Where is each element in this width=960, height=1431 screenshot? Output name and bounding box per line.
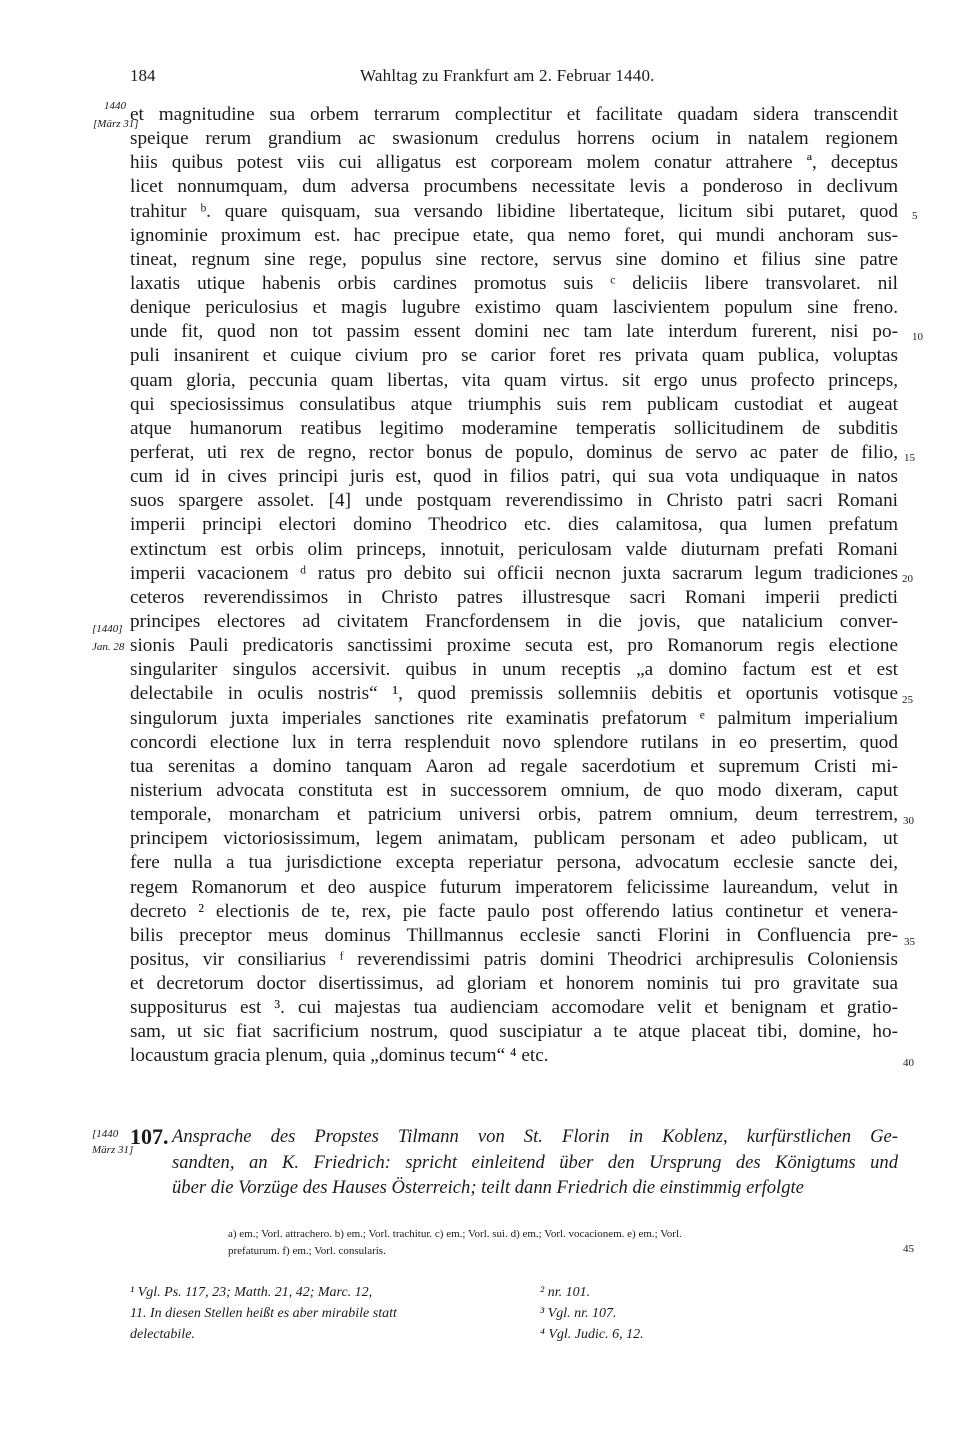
margin-year-2: [1440] [92, 623, 123, 635]
text-line: imperii principi electori domino Theodrico etc. dies calamitosa, qua lumen prefatum [130, 514, 898, 536]
section-margin-year: [1440 [92, 1128, 119, 1140]
line-number: 10 [912, 331, 923, 343]
text-line: extinctum est orbis olim princeps, innotuit, periculosam valde diuturnam prefati Romani [130, 538, 898, 560]
margin-date-2: Jan. 28 [92, 641, 125, 653]
line-number: 35 [904, 936, 915, 948]
text-line: puli insanirent et cuique civium pro se carior foret res privata quam publica, voluptas [130, 345, 898, 367]
page-number: 184 [130, 66, 156, 85]
text-line: et decretorum doctor disertissimus, ad gloriam et honorem nominis tui pro gravitate sua [130, 973, 898, 995]
footnote-line: ⁴ Vgl. Judic. 6, 12. [540, 1327, 644, 1342]
text-line: singulariter singulos accersivit. quibus in unum receptis „a domino factum est et est [130, 659, 898, 681]
section-margin-date: März 31] [92, 1144, 134, 1156]
footnotes-left [130, 1282, 502, 1345]
text-line: imperii vacacionem ᵈ ratus pro debito sui officii necnon juxta sacrarum legum tradiciones [130, 562, 898, 584]
text-line: regem Romanorum et deo auspice futurum imperatorem felicissime laureandum, velut in [130, 876, 898, 898]
text-line: perferat, uti rex de regno, rector bonus de populo, dominus de servo ac pater de filio, [130, 441, 898, 463]
text-line: delectabile in oculis nostris“ ¹, quod premissis sollemniis debitis et oportunis votisque [130, 683, 898, 705]
section-title-line: Ansprache des Propstes Tilmann von St. Florin in Koblenz, kurfürstlichen Ge- [172, 1126, 898, 1147]
text-line: denique periculosius et magis lugubre existimo quam lascivientem populum sine freno. [130, 297, 898, 319]
line-number: 45 [903, 1243, 914, 1255]
text-line: sam, ut sic fiat sacrificium nostrum, quod suscipiatur a te atque placeat tibi, domine, ho- [130, 1021, 898, 1043]
line-number: 40 [903, 1057, 914, 1069]
text-line: bilis preceptor meus dominus Thillmannus ecclesie sancti Florini in Confluencia pre- [130, 924, 898, 946]
text-line: speique rerum grandium ac swasionum credulus horrens ocium in natalem regionem [130, 128, 898, 150]
text-line: sionis Pauli predicatoris sanctissimi proxime secuta est, pro Romanorum regis electione [130, 635, 898, 657]
line-number: 5 [912, 210, 918, 222]
footnote-line: 11. In diesen Stellen heißt es aber mirabile statt [130, 1306, 397, 1321]
footnotes-right [540, 1282, 840, 1345]
text-line: tua serenitas a domino tanquam Aaron ad regale sacerdotium et supremum Cristi mi- [130, 755, 898, 777]
section-title [172, 1124, 898, 1201]
variant-note-line: prefaturum. f) em.; Vorl. consularis. [228, 1245, 386, 1257]
text-line: nisterium advocata constituta est in successorem omnium, de quo modo dixeram, caput [130, 779, 898, 801]
footnote-line: delectabile. [130, 1327, 195, 1342]
text-line: qui speciosissimus consulatibus atque triumphis suis rem publicam custodiat et augeat [130, 393, 898, 415]
text-line: ceteros reverendissimos in Christo patres illustresque sacri Romani imperii predicti [130, 586, 898, 608]
text-line: locaustum gracia plenum, quia „dominus tecum“ ⁴ etc. [130, 1045, 549, 1067]
running-head: Wahltag zu Frankfurt am 2. Februar 1440. [360, 66, 655, 85]
text-line: concordi electione lux in terra resplenduit novo splendore rutilans in eo presertim, quod [130, 731, 898, 753]
variant-notes [228, 1226, 900, 1260]
text-line: atque humanorum reatibus legitimo moderamine temperatis sollicitudinem de subditis [130, 417, 898, 439]
text-line: et magnitudine sua orbem terrarum complectitur et facilitate quadam sidera transcendit [130, 104, 898, 125]
main-text [130, 103, 898, 1069]
section-title-line: sandten, an K. Friedrich: spricht einleitend über den Ursprung des Königtums und [172, 1151, 898, 1173]
margin-date: [März 31] [93, 118, 139, 130]
text-line: ignominie proximum est. hac precipue etate, qua nemo foret, qui mundi anchoram sus- [130, 224, 898, 246]
text-line: principem victoriosissimum, legem animatam, publicam personam et adeo publicam, ut [130, 828, 898, 850]
text-line: trahitur ᵇ. quare quisquam, sua versando libidine libertateque, licitum sibi putaret, quod [130, 200, 898, 222]
text-line: tineat, regnum sine rege, populus sine rectore, servus sine domino et filius sine patre [130, 248, 898, 270]
footnote-line: ² nr. 101. [540, 1285, 591, 1300]
text-line: singulorum juxta imperiales sanctiones rite examinatis prefatorum ᵉ palmitum imperialium [130, 707, 898, 729]
line-number: 30 [903, 815, 914, 827]
text-line: hiis quibus potest viis cui alligatus est corpoream molem conatur attrahere ª, deceptus [130, 152, 898, 174]
section-number: 107. [130, 1124, 169, 1149]
text-line: suos spargere assolet. [4] unde postquam reverendissimo in Christo patri sacri Romani [130, 490, 898, 512]
line-number: 15 [904, 452, 915, 464]
text-line: fere nulla a tua jurisdictione excepta reperiatur persona, advocatum ecclesie sancte dei, [130, 852, 898, 874]
variant-note-line: a) em.; Vorl. attrachero. b) em.; Vorl. trachitur. c) em.; Vorl. sui. d) em.; Vorl. vocacionem. e) em.; Vorl. [228, 1228, 682, 1240]
margin-year: 1440 [104, 100, 126, 112]
footnote-line: ³ Vgl. nr. 107. [540, 1306, 617, 1321]
text-line: unde fit, quod non tot passim essent domini nec tam late interdum furerent, nisi po- [130, 321, 898, 343]
text-line: suppositurus est ³. cui majestas tua audienciam accomodare velit et benignam et gratio- [130, 997, 898, 1019]
line-number: 20 [902, 573, 913, 585]
text-line: quam gloria, peccunia quam libertas, vita quam virtus. sit ergo unus profecto princeps, [130, 369, 898, 391]
text-line: principes electores ad civitatem Francfordensem in die jovis, que natalicium conver- [130, 610, 898, 632]
text-line: positus, vir consiliarius ᶠ reverendissimi patris domini Theodrici archipresulis Coloniensis [130, 948, 898, 970]
footnote-line: ¹ Vgl. Ps. 117, 23; Matth. 21, 42; Marc. 12, [130, 1285, 373, 1300]
text-line: licet nonnumquam, dum adversa procumbens necessitate levis a ponderoso in declivum [130, 176, 898, 198]
text-line: laxatis utique habenis orbis cardines promotus suis ᶜ deliciis libere transvolaret. nil [130, 272, 898, 294]
line-number: 25 [902, 694, 913, 706]
text-line: temporale, monarcham et patricium universi orbis, patrem omnium, deum terrestrem, [130, 804, 898, 826]
text-line: decreto ² electionis de te, rex, pie facte paulo post offerendo latius continetur et venera- [130, 900, 898, 922]
section-title-line: über die Vorzüge des Hauses Österreich; teilt dann Friedrich die einstimmig erfolgte [172, 1177, 804, 1198]
text-line: cum id in cives principi juris est, quod in filios patri, qui sua vota undiquaque in natos [130, 466, 898, 488]
